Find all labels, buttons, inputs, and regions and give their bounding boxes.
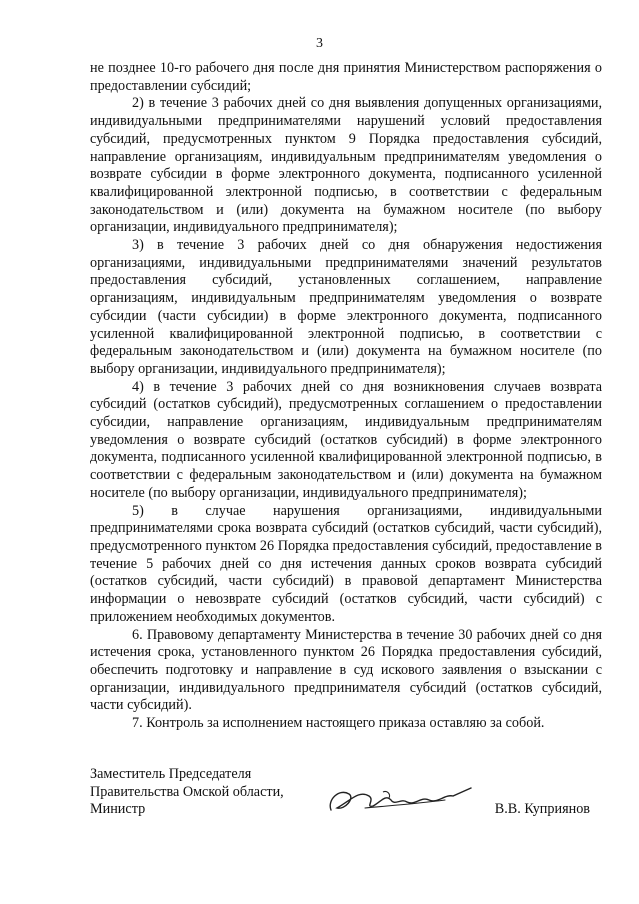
handwritten-signature <box>325 780 475 820</box>
paragraph-item-3: 3) в течение 3 рабочих дней со дня обнаружения недостижения организациями, индивидуальными предпринимателями значений результатов предоставления субсидий, установленных соглашением, направление организациям, индивидуальным предпринимателям уведомления о возврате субсидии (части субсидии) в форме электронного документа, подписанного усиленной квалифицированной электронной подписью, в соответствии с федеральным законодательством и (или) документа на бумажном носителе (по выбору организации, индивидуального предпринимателя); <box>90 237 602 377</box>
signatory-name: В.В. Куприянов <box>494 801 590 817</box>
signatory-title <box>90 766 330 819</box>
paragraph-point-7: 7. Контроль за исполнением настоящего приказа оставляю за собой. <box>132 715 545 732</box>
signatory-title-line-3: Министр <box>90 801 146 818</box>
paragraph-item-4: 4) в течение 3 рабочих дней со дня возникновения случаев возврата субсидий (остатков субсидий), предусмотренных соглашением о предоставлении субсидии, направление организациям, индивидуальным предпринимателям уведомления о возврате субсидий (остатков субсидий) в форме электронного документа, подписанного усиленной квалифицированной электронной подписью, в соответствии с федеральным законодательством и (или) документа на бумажном носителе (по выбору организации, индивидуального предпринимателя); <box>90 378 602 501</box>
document-body <box>90 60 602 733</box>
page-number: 3 <box>316 36 323 51</box>
paragraph-item-2: 2) в течение 3 рабочих дней со дня выявления допущенных организациями, индивидуальными предпринимателями нарушений условий предоставления субсидий, предусмотренных пунктом 9 Порядка предоставления субсидий, направление организациям, индивидуальным предпринимателям уведомления о возврате субсидии в форме электронного документа, подписанного усиленной квалифицированной электронной подписью, в соответствии с федеральным законодательством и (или) документа на бумажном носителе (по выбору организации, индивидуального предпринимателя); <box>90 95 602 236</box>
paragraph-continuation: не позднее 10-го рабочего дня после дня принятия Министерством распоряжения о предоставлении субсидий; <box>90 60 602 94</box>
paragraph-point-6: 6. Правовому департаменту Министерства в течение 30 рабочих дней со дня истечения срока, установленного пунктом 26 Порядка предоставления субсидий, обеспечить подготовку и направление в суд искового заявления о взыскании с организации, индивидуального предпринимателя субсидий (остатков субсидий, части субсидий). <box>90 626 602 714</box>
signature-block <box>90 766 602 819</box>
signatory-title-line-1: Заместитель Председателя <box>90 766 252 782</box>
signatory-title-line-2: Правительства Омской области, <box>90 783 284 800</box>
paragraph-item-5: 5) в случае нарушения организациями, индивидуальными предпринимателями срока возврата субсидий (остатков субсидий, части субсидий), предусмотренного пунктом 26 Порядка предоставления субсидий, предоставление в течение 5 рабочих дней со дня истечения данных сроков возврата субсидий (остатков субсидий, части субсидий) в правовой департамент Министерства информации о невозврате субсидий (остатков субсидий, части субсидий) с приложением необходимых документов. <box>90 502 602 625</box>
